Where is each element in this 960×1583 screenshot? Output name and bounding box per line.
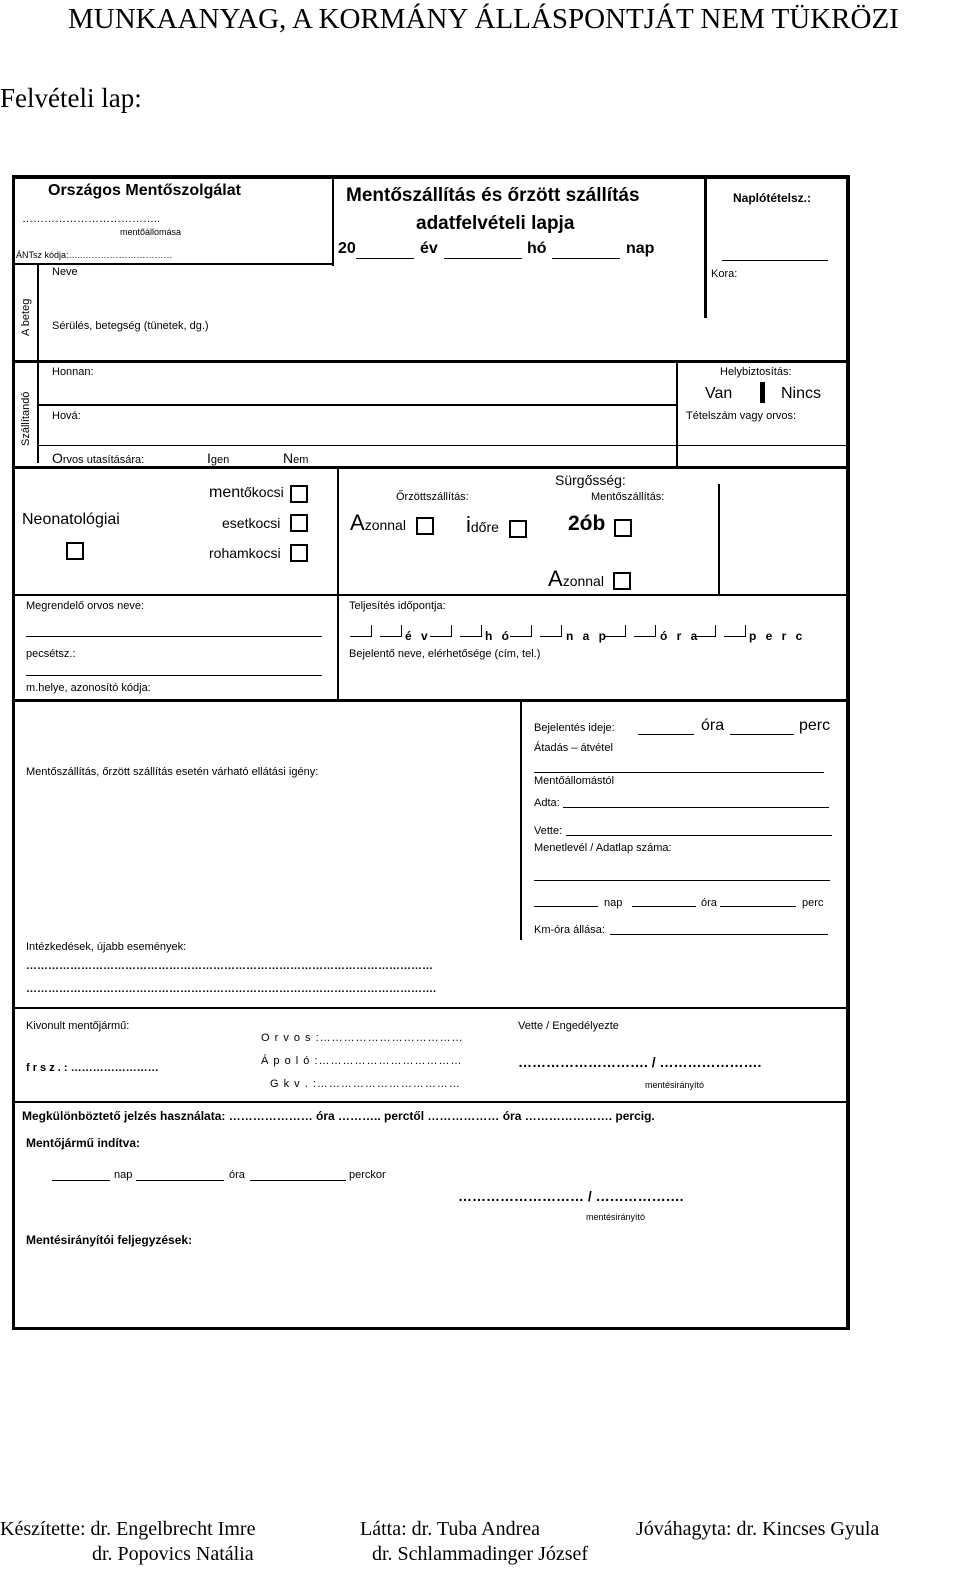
page-title: Felvételi lap: (0, 83, 142, 113)
completion-time-label: Teljesítés időpontja: (349, 600, 446, 612)
station-label: mentőállomása (120, 227, 182, 237)
approved-by: Jóváhagyta: dr. Kincses Gyula (636, 1518, 880, 1540)
insurance-nincs[interactable]: Nincs (781, 385, 822, 402)
report-minute-field[interactable] (730, 719, 794, 735)
instruction-yes[interactable]: Igen (207, 450, 230, 466)
gave-label: Adta: (534, 797, 560, 809)
handover-label: Átadás – átvétel (534, 742, 613, 754)
year-label: év (420, 240, 438, 257)
station-dots: ……………………………….. (22, 213, 161, 225)
trip-hour-field[interactable] (632, 894, 696, 907)
case-car-label: esetkocsi (222, 515, 281, 531)
instruction-no[interactable]: Nem (283, 450, 309, 466)
rapid-car-label: rohamkocsi (209, 545, 281, 561)
date-year-prefix: 20 (338, 240, 356, 257)
ambulance-immediate-checkbox[interactable] (613, 572, 631, 590)
trip-hour-label: óra (701, 897, 717, 909)
driver-field[interactable]: G k v . :……………………………… (270, 1078, 461, 1090)
insurance-van[interactable]: Van (705, 385, 733, 402)
start-minute-label: perckor (349, 1169, 386, 1181)
case-car-checkbox[interactable] (290, 514, 308, 532)
license-plate-field[interactable]: f r s z . : …………………… (26, 1062, 159, 1074)
prepared-by-1: Készítette: dr. Engelbrecht Imre (0, 1518, 256, 1540)
injury-label: Sérülés, betegség (tünetek, dg.) (52, 320, 209, 332)
guarded-immediate-label: Azonnal (350, 510, 406, 535)
patient-side-label: A beteg (20, 298, 32, 336)
trip-day-label: nap (604, 897, 623, 909)
guarded-immediate-checkbox[interactable] (416, 517, 434, 535)
nurse-field[interactable]: Á p o l ó :……………………………… (261, 1055, 463, 1067)
approved-by-label: Vette / Engedélyezte (518, 1020, 619, 1032)
workplace-label: m.helye, azonosító kódja: (26, 682, 151, 694)
prepared-by-2: dr. Popovics Natália (92, 1543, 254, 1565)
location-insurance-label: Helybiztosítás: (720, 366, 792, 378)
guarded-transport-label: Őrzöttszállítás: (396, 491, 469, 503)
vehicle-start-label: Mentőjármű indítva: (26, 1136, 141, 1150)
actions-label: Intézkedések, újabb események: (26, 941, 187, 953)
from-station-label: Mentőállomástól (534, 775, 615, 787)
patient-name-label: Neve (52, 266, 78, 278)
actions-line-1[interactable]: ………………………………………………………………………………………………… (26, 960, 433, 972)
dispatcher-signature-1[interactable]: ………………………. / …………………. (518, 1054, 762, 1070)
trip-sheet-field[interactable] (534, 868, 830, 881)
doctor-field[interactable]: O r v o s :……………………………… (261, 1032, 464, 1044)
handover-field[interactable] (534, 760, 824, 773)
stamp-number-field[interactable] (26, 661, 322, 676)
reporter-label: Bejelentő neve, elérhetősége (cím, tel.) (349, 648, 541, 660)
day-label: nap (626, 240, 655, 257)
km-reading-field[interactable] (610, 922, 828, 935)
form-title-line2: adatfelvételi lapja (416, 213, 575, 234)
guarded-scheduled-label: időre (466, 512, 499, 537)
report-hour-field[interactable] (638, 719, 694, 735)
dispatcher-signature-2[interactable]: ……………………… / ………………. (458, 1188, 684, 1204)
ambulance-car-checkbox[interactable] (290, 485, 308, 503)
signal-usage-field[interactable]: Megkülönböztető jelzés használata: ………………… óra ……….. perctől ……………… óra …………………. percig. (22, 1109, 655, 1123)
log-number-field[interactable] (722, 243, 828, 261)
ambulance-immediate-label: Azonnal (548, 566, 604, 591)
ambulance-car-label: mentőkocsi (209, 484, 284, 501)
org-name: Országos Mentőszolgálat (48, 182, 241, 199)
report-time-label: Bejelentés ideje: (534, 722, 615, 734)
ordering-doctor-field[interactable] (26, 622, 322, 637)
dispatcher-notes-label: Mentésirányítói feljegyzések: (26, 1233, 193, 1247)
received-field[interactable] (566, 823, 832, 836)
doctor-instruction-label: Orvos utasítására: (52, 450, 145, 466)
transport-side-label: Szállítandó (20, 391, 32, 446)
watermark-header: MUNKAANYAG, A KORMÁNY ÁLLÁSPONTJÁT NEM TÜKRÖZI (68, 3, 899, 35)
form-title-line1: Mentőszállítás és őrzött szállítás (346, 185, 640, 206)
start-day-label: nap (114, 1169, 133, 1181)
ordering-doctor-label: Megrendelő orvos neve: (26, 600, 145, 612)
rapid-car-checkbox[interactable] (290, 544, 308, 562)
item-number-label: Tételszám vagy orvos: (686, 410, 797, 422)
year-field[interactable] (356, 241, 414, 259)
trip-minute-label: perc (802, 897, 824, 909)
start-hour-label: óra (229, 1169, 245, 1181)
day-field[interactable] (552, 241, 620, 259)
reviewed-by-2: dr. Schlammadinger József (372, 1543, 589, 1565)
received-label: Vette: (534, 825, 563, 837)
month-label: hó (527, 240, 547, 257)
dispatcher-caption-1: mentésirányító (645, 1080, 705, 1090)
trip-sheet-label: Menetlevél / Adatlap száma: (534, 842, 672, 854)
to-label: Hová: (52, 410, 81, 422)
age-label: Kora: (711, 268, 738, 280)
report-minute-label: perc (799, 717, 831, 734)
start-day-field[interactable] (52, 1166, 110, 1181)
antsz-code-label: ÁNTsz kódja:…..………………………… (16, 250, 173, 260)
insurance-separator (760, 382, 765, 403)
reviewed-by-1: Látta: dr. Tuba Andrea (360, 1518, 540, 1540)
report-hour-label: óra (701, 717, 725, 734)
stamp-number-label: pecsétsz.: (26, 648, 76, 660)
care-needs-label: Mentőszállítás, őrzött szállítás esetén várható ellátási igény: (26, 766, 319, 778)
start-minute-field[interactable] (250, 1166, 346, 1181)
within-2h-checkbox[interactable] (614, 519, 632, 537)
neonatal-checkbox[interactable] (66, 542, 84, 560)
dispatched-vehicle-label: Kivonult mentőjármű: (26, 1020, 130, 1032)
urgency-label: Sürgősség: (555, 472, 626, 488)
start-hour-field[interactable] (136, 1166, 224, 1181)
ambulance-transport-label: Mentőszállítás: (591, 491, 665, 503)
guarded-scheduled-checkbox[interactable] (509, 520, 527, 538)
km-reading-label: Km-óra állása: (534, 924, 605, 936)
within-2h-label: 2ób (568, 512, 606, 535)
gave-field[interactable] (563, 795, 829, 808)
actions-line-2[interactable]: …………………………………………………………………………………………………. (26, 983, 437, 995)
trip-minute-field[interactable] (720, 894, 796, 907)
month-field[interactable] (444, 241, 522, 259)
log-number-label: Naplótételsz.: (733, 191, 812, 205)
dispatcher-caption-2: mentésirányító (586, 1212, 646, 1222)
neonatal-label: Neonatológiai (22, 511, 120, 528)
trip-day-field[interactable] (534, 894, 598, 907)
from-label: Honnan: (52, 366, 94, 378)
